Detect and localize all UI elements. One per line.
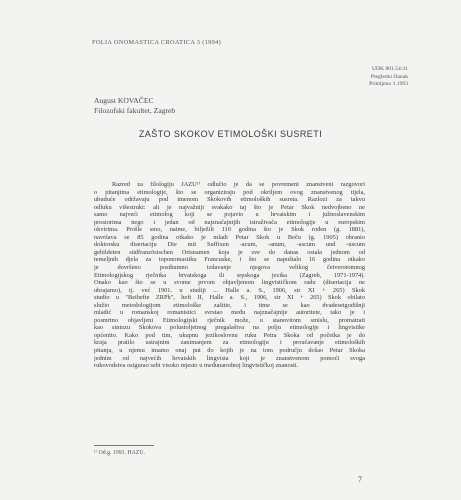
body-line: navršava se 85 godina otkako je mladi Petar Skok u Beču (g. 1905) obranio [94,233,365,241]
body-line: okvirima. Prošle smo, naime, bilježili 110 godina što je Skok rođen (g. 1881), [94,226,365,234]
body-line: posmrtno objavljeni Etimologijski rječnik može, u stanovitom smislu, promatrati [94,316,365,324]
page-number: 7 [358,475,362,484]
author-name: August KOVAČEC [94,96,154,105]
body-line: Razred za filologiju JAZU¹⁾ odlučio je da se povremeni znanstveni razgovori [112,181,365,188]
author-affiliation: Filozofski fakultet, Zagreb [94,106,176,115]
article-meta [369,66,408,89]
body-line: gebildeten südfranzösischen Ortsnamen koja je sve do danas ostala jednom od [94,248,365,256]
journal-header: FOLIA ONOMASTICA CROATICA 3 (1994) [92,39,222,46]
body-line: prostorima nego i jedan od najznačajnijih istraživača etimologije u europskim [94,218,365,226]
body-line: služio metodologijom etimološke zaštite, i time se kao dvadesetgodišnji [94,301,365,309]
body-line: jednim od najvećih hrvatskih lingvista koji je znanstvenom pomoći svoga [94,354,365,362]
article-title: ZAŠTO SKOKOV ETIMOLOŠKI SUSRETI [138,129,323,139]
body-line: ubrajamo), tj. već 1901. u studiji ... Halle a. S., 1906, str XI + 265) Skok [94,286,365,294]
body-line: Etimologijskog rječnika hrvatskoga ili srpskoga jezika (Zagreb, 1971-1974). [94,271,365,279]
body-line: rukovodstva osigurao sebi visoko mjesto u međunarodnoj lingvističkoj znanosti. [94,362,299,370]
body-line: općenito. Kako pod tim, ukupnu jezikoslovnu ruku Petra Skoka od početka je do [94,331,365,339]
body-line: doktorsku disertaciju Die mit Suffixen -acum, -anum, -ascum und -uscum [94,241,365,249]
body-line: je dovršeno posthumno izdavanje njegova velikog četverotomnog [94,264,365,272]
body-line: kao sintezu Skokova polustoljetnog pregalaštva na polju etimologije i lingvistike [94,324,365,332]
author-block [94,96,175,116]
body-text [94,181,365,370]
body-line: temeljnih djela za toponomastiku Francuske, i što se napuštalo 16 godina otkako [94,256,365,264]
body-line: mladić u romanskoj romanistici svrstao među najznačajnije autoritete, tako je i [94,309,365,317]
body-line: pitanja, u njemu imamo onaj put do kojih je na tom području došao Petar Skoka [94,347,365,355]
footnote-divider [94,445,154,446]
body-line: odluku višestruki: ali je najvažniji svakako taj što je Petar Skok nedvojbeno ne [94,203,365,211]
body-line: Onako kao što se u svome prvom objavljenom lingvističkom radu (disertacija ne [94,279,365,287]
body-line: o pitanjima etimologije, što se organiziraju pod okriljem ovog znanstvenog tijela, [94,188,365,196]
udk-code: UDK 801.54:31 [371,66,408,72]
body-line: studio u "Beihefte ZRPh", heft II, Halle a. S., 1906, str XI + 265) Skok obilato [94,294,365,302]
body-line: kraja pratilo ustrajnim zanimanjem za etimologiju i proučavanje etimoloških [94,339,365,347]
received-date: Primljeno 1.1993 [369,81,408,88]
footnote: ¹⁾ Od g. 1991. HAZU. [94,450,145,456]
body-line: ubuduće održavaju pod imenom Skokovih etimoloških susreta. Razlozi za takvu [94,196,365,204]
body-line: samo najveći etimolog koji se pojavio u hrvatskim i južnoslavenskim [94,211,365,219]
article-type: Pregledni članak [370,73,408,80]
